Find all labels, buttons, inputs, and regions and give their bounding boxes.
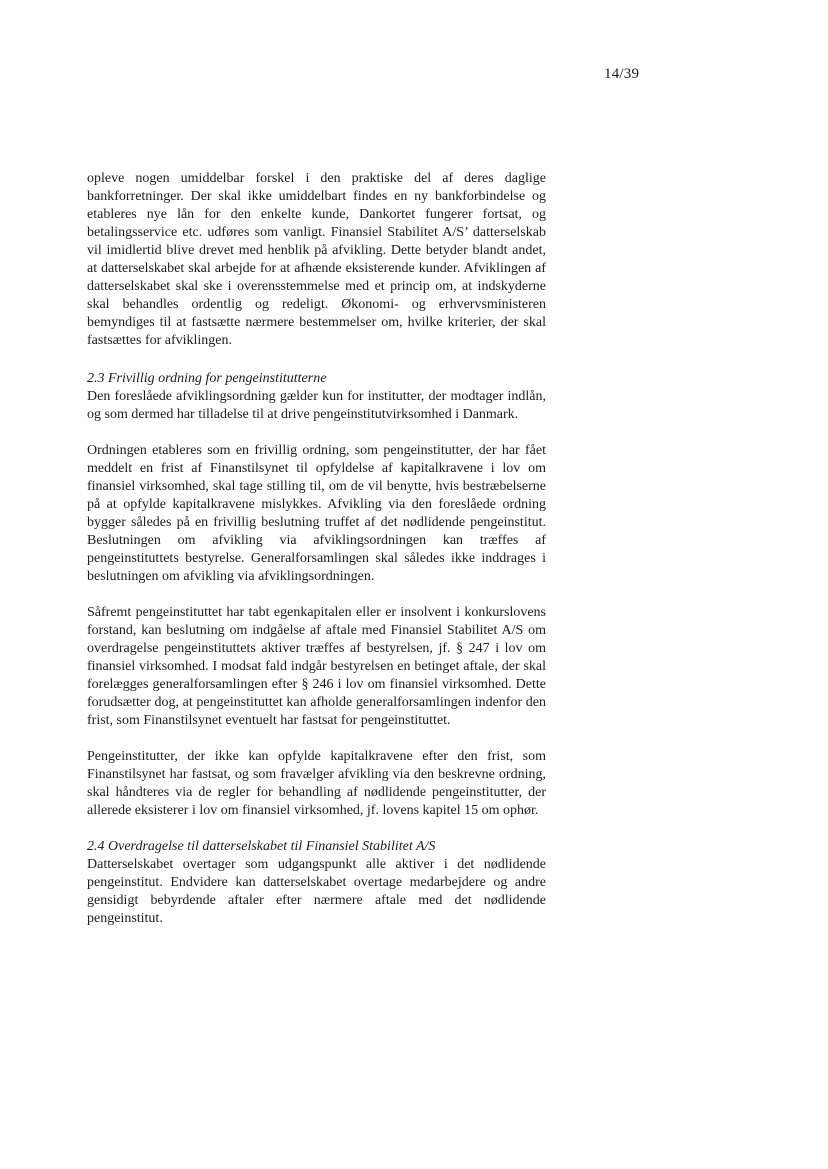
section-2-3-paragraph-2: Ordningen etableres som en frivillig ordning, som pengeinstitutter, der har fået meddelt en frist af Finanstilsynet til opfyldelse af kapitalkravene i lov om finansiel virksomhed, skal tage stilling til, om de vil benytte, hvis bestræbelserne på at opfylde kapitalkravene mislykkes. Afvikling via den foreslåede ordning bygger således på en frivillig beslutning truffet af det nødlidende pengeinstitut. Beslutningen om afvikling via afviklingsordningen kan træffes af pengeinstituttets bestyrelse. Generalforsamlingen skal således ikke inddrages i beslutningen om afvikling via afviklingsordningen.: [87, 443, 546, 584]
section-2-3-heading: 2.3 Frivillig ordning for pengeinstitutterne: [87, 371, 327, 386]
section-2-4-heading: 2.4 Overdragelse til datterselskabet til Finansiel Stabilitet A/S: [87, 839, 436, 854]
section-2-4-paragraph-1: Datterselskabet overtager som udgangspunkt alle aktiver i det nødlidende pengeinstitut. Endvidere kan datterselskabet overtage medarbejdere og andre gensidigt bebyrdende aftaler efter nærmere aftale med det nødlidende pengeinstitut.: [87, 857, 546, 926]
section-2-3-paragraph-3: Såfremt pengeinstituttet har tabt egenkapitalen eller er insolvent i konkurslovens forstand, kan beslutning om indgåelse af aftale med Finansiel Stabilitet A/S om overdragelse pengeinstituttets aktiver træffes af bestyrelsen, jf. § 247 i lov om finansiel virksomhed. I modsat fald indgår bestyrelsen en betinget aftale, der skal forelægges generalforsamlingen efter § 246 i lov om finansiel virksomhed. Dette forudsætter dog, at pengeinstituttet kan afholde generalforsamlingen indenfor den frist, som Finanstilsynet eventuelt har fastsat for pengeinstituttet.: [87, 605, 546, 728]
page-number: 14/39: [604, 66, 640, 82]
section-2-3-paragraph-4: Pengeinstitutter, der ikke kan opfylde kapitalkravene efter den frist, som Finanstilsynet har fastsat, og som fravælger afvikling via den beskrevne ordning, skal håndteres via de regler for behandling af nødlidende pengeinstitutter, der allerede eksisterer i lov om finansiel virksomhed, jf. lovens kapitel 15 om ophør.: [87, 749, 546, 818]
section-2-3-paragraph-1: Den foreslåede afviklingsordning gælder kun for institutter, der modtager indlån, og som dermed har tilladelse til at drive pengeinstitutvirksomhed i Danmark.: [87, 389, 546, 422]
intro-paragraph: opleve nogen umiddelbar forskel i den praktiske del af deres daglige bankforretninger. Der skal ikke umiddelbart findes en ny bankforbindelse og etableres nye lån for den enkelte kunde, Dankortet fungerer fortsat, og betalingsservice etc. udføres som vanligt. Finansiel Stabilitet A/S’ datterselskab vil imidlertid blive drevet med henblik på afvikling. Dette betyder blandt andet, at datterselskabet skal arbejde for at afhænde eksisterende kunder. Afviklingen af datterselskabet skal ske i overensstemmelse med et princip om, at indskyderne skal behandles ordentlig og redeligt. Økonomi- og erhvervsministeren bemyndiges til at fastsætte nærmere bestemmelser om, hvilke kriterier, der skal fastsættes for afviklingen.: [87, 171, 546, 348]
document-body: [87, 170, 546, 946]
